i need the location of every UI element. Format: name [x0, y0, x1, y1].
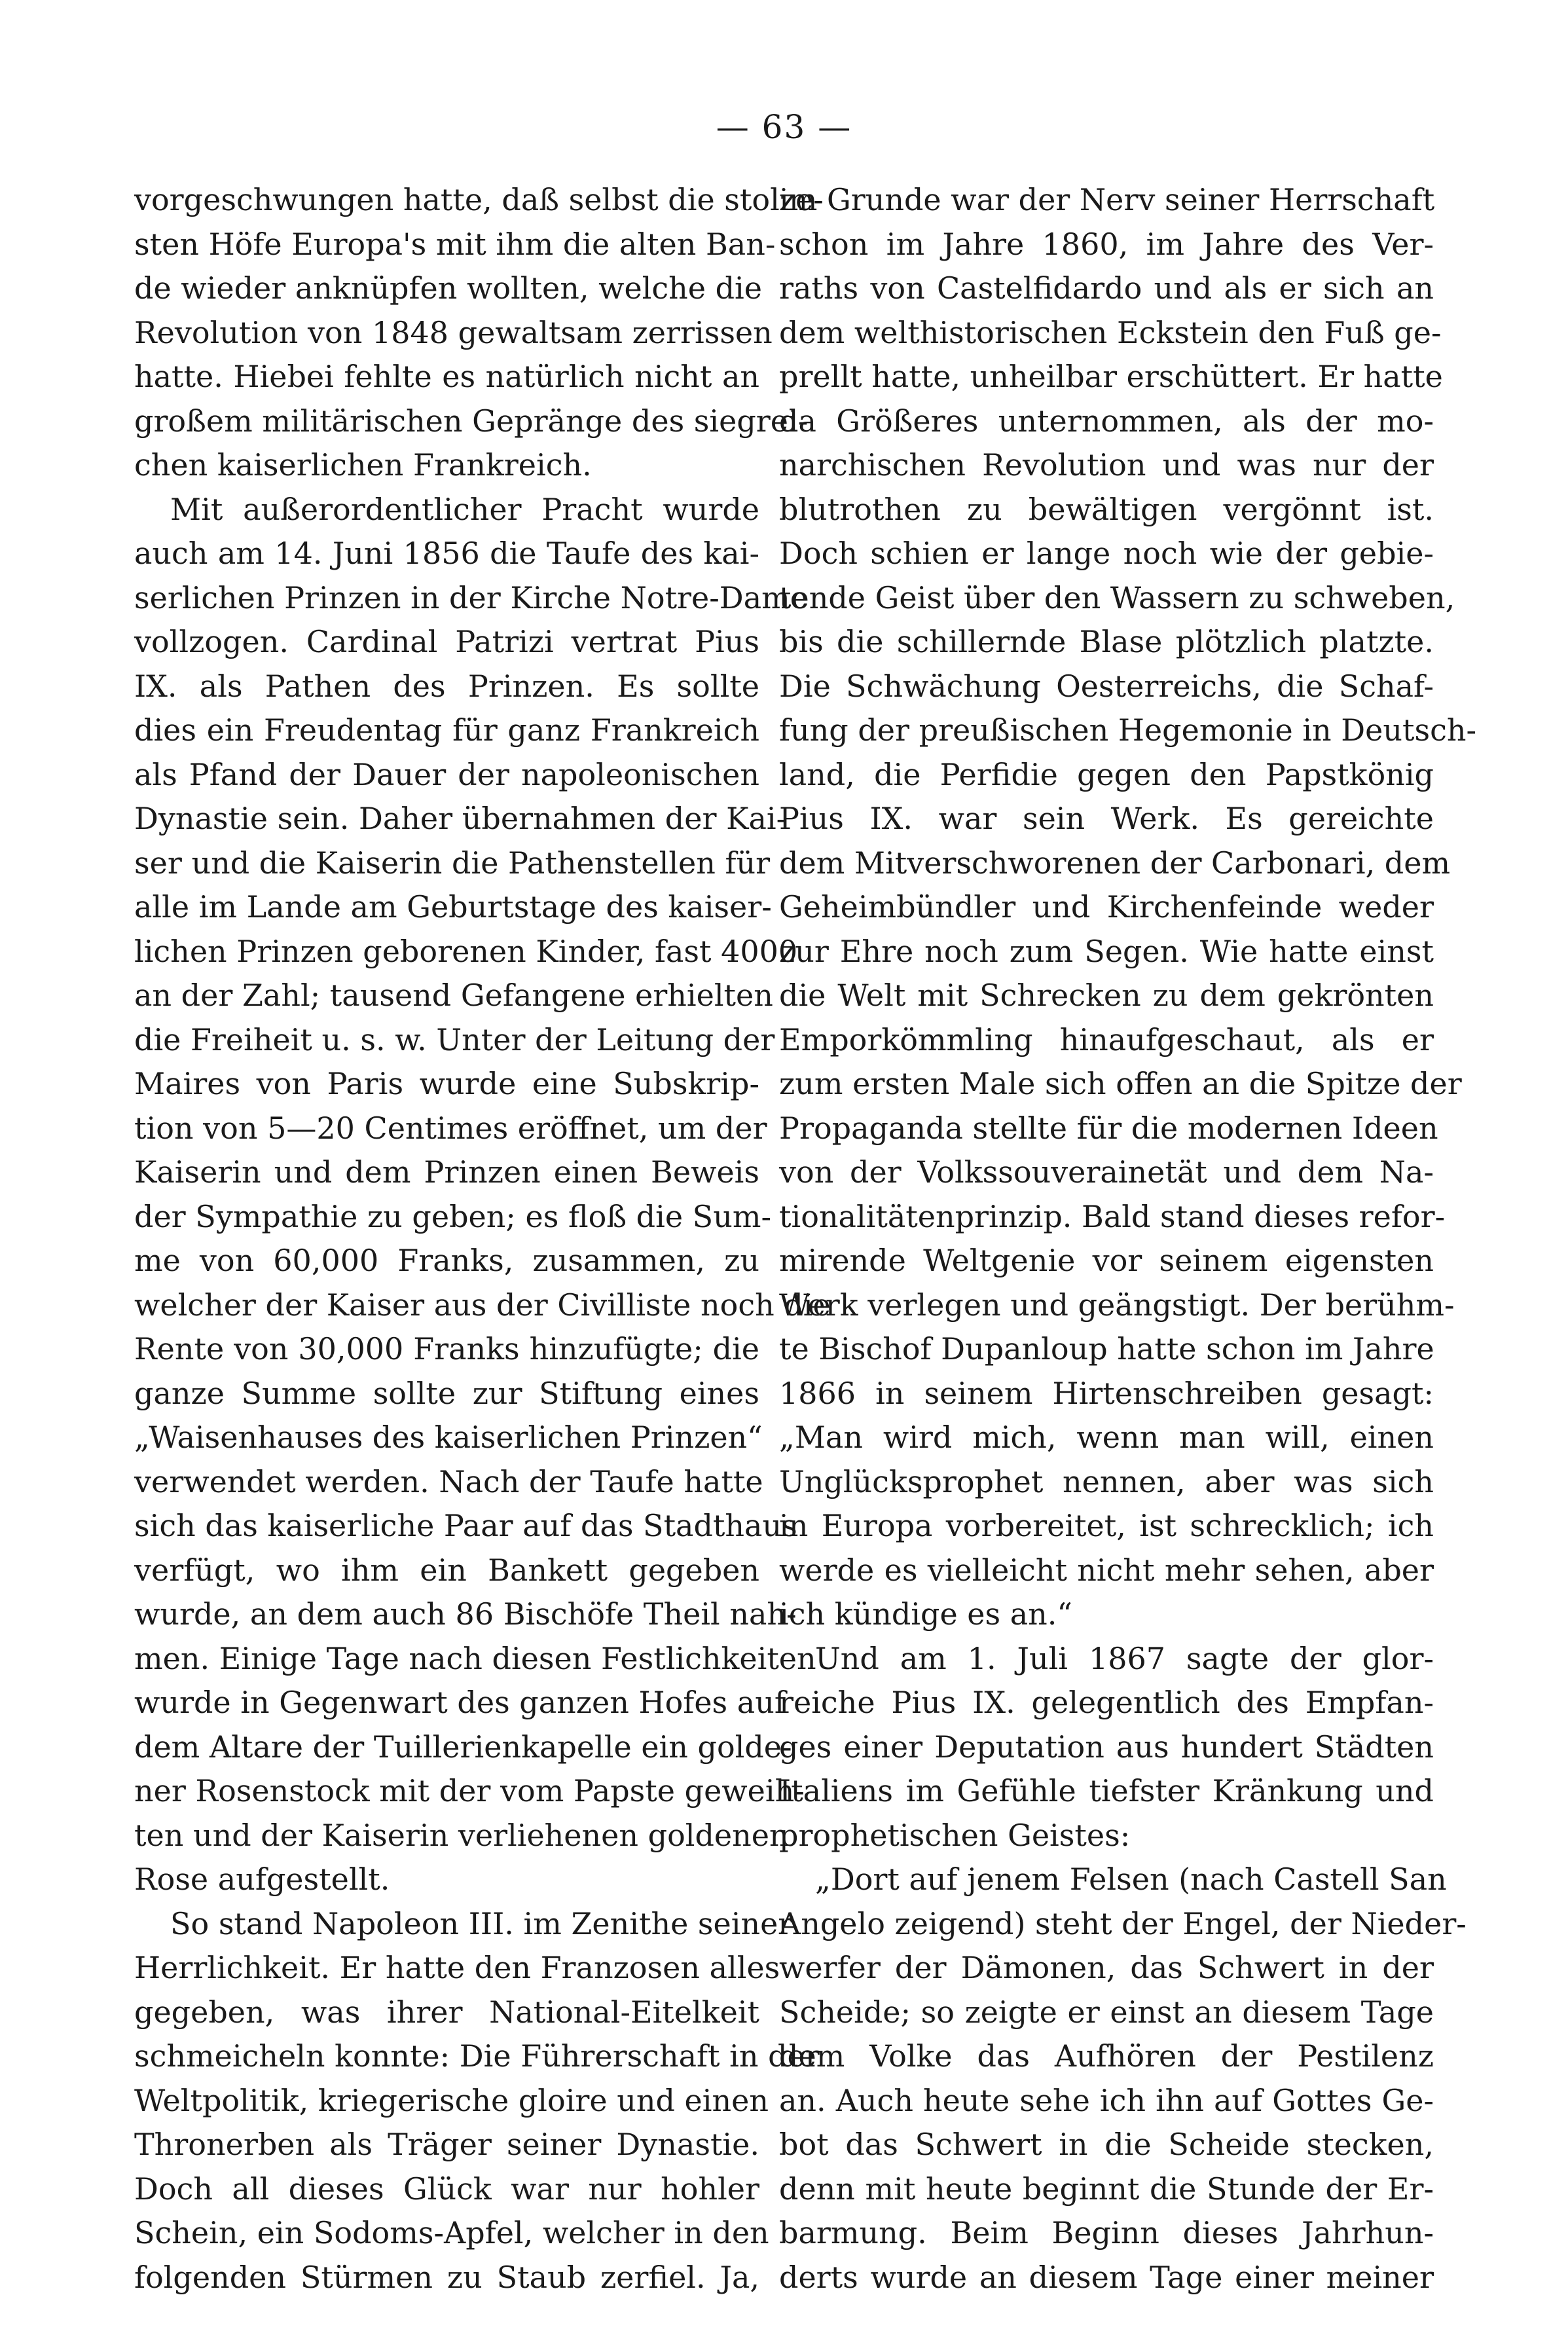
text-line: schon im Jahre 1860, im Jahre des Ver-: [779, 226, 1434, 262]
text-line: werde es vielleicht nicht mehr sehen, aber: [779, 1552, 1434, 1588]
text-line: von der Volkssouverainetät und dem Na-: [779, 1154, 1434, 1190]
text-line: So stand Napoleon III. im Zenithe seiner: [170, 1905, 793, 1941]
text-line: mirende Weltgenie vor seinem eigensten: [779, 1243, 1434, 1278]
text-line: lichen Prinzen geborenen Kinder, fast 4000: [134, 933, 798, 969]
text-line: chen kaiserlichen Frankreich.: [134, 447, 592, 483]
text-line: Dynastie sein. Daher übernahmen der Kai-: [134, 801, 787, 836]
text-line: ich kündige es an.“: [779, 1596, 1072, 1632]
text-line: folgenden Stürmen zu Staub zerfiel. Ja,: [134, 2259, 759, 2295]
text-line: te Bischof Dupanloup hatte schon im Jahre: [779, 1331, 1434, 1367]
text-line: dem welthistorischen Eckstein den Fuß ge-: [779, 314, 1442, 350]
text-line: der Sympathie zu geben; es floß die Sum-: [134, 1198, 771, 1234]
text-line: sich das kaiserliche Paar auf das Stadthaus: [134, 1508, 797, 1543]
text-line: Schein, ein Sodoms-Apfel, welcher in den: [134, 2215, 769, 2250]
text-line: tende Geist über den Wassern zu schweben,: [779, 579, 1455, 615]
text-line: dem Altare der Tuillerienkapelle ein golde-: [134, 1729, 792, 1765]
text-line: großem militärischen Gepränge des siegrei-: [134, 403, 809, 439]
text-line: Angelo zeigend) steht der Engel, der Nieder-: [779, 1905, 1467, 1941]
text-line: Die Schwächung Oesterreichs, die Schaf-: [779, 668, 1434, 704]
text-line: prellt hatte, unheilbar erschüttert. Er hatte: [779, 359, 1443, 394]
text-line: Thronerben als Träger seiner Dynastie.: [134, 2127, 759, 2162]
text-line: als Pfand der Dauer der napoleonischen: [134, 756, 759, 792]
text-line: Kaiserin und dem Prinzen einen Beweis: [134, 1154, 759, 1190]
text-line: da Größeres unternommen, als der mo-: [779, 403, 1434, 439]
text-line: ten und der Kaiserin verliehenen goldenen: [134, 1817, 789, 1853]
page-number: — 63 —: [716, 108, 852, 146]
text-line: ser und die Kaiserin die Pathenstellen für: [134, 845, 771, 881]
paragraph: [134, 488, 831, 1902]
text-line: Italiens im Gefühle tiefster Kränkung und: [779, 1773, 1434, 1808]
paragraph: [134, 178, 824, 488]
text-line: Doch schien er lange noch wie der gebie-: [779, 536, 1434, 571]
text-line: Herrlichkeit. Er hatte den Franzosen alles: [134, 1950, 780, 1985]
text-line: alle im Lande am Geburtstage des kaiser-: [134, 889, 772, 925]
text-line: welcher der Kaiser aus der Civilliste noch die: [134, 1287, 831, 1323]
text-line: derts wurde an diesem Tage einer meiner: [779, 2259, 1434, 2295]
text-line: serlichen Prinzen in der Kirche Notre-Dame: [134, 579, 808, 615]
text-line: die Welt mit Schrecken zu dem gekrönten: [779, 978, 1434, 1013]
text-line: an der Zahl; tausend Gefangene erhielten: [134, 978, 773, 1013]
text-line: land, die Perfidie gegen den Papstkönig: [779, 756, 1434, 792]
text-line: dem Volke das Aufhören der Pestilenz: [779, 2038, 1434, 2074]
text-line: barmung. Beim Beginn dieses Jahrhun-: [779, 2215, 1434, 2250]
text-line: dem Mitverschworenen der Carbonari, dem: [779, 845, 1451, 881]
text-line: auch am 14. Juni 1856 die Taufe des kai-: [134, 536, 759, 571]
text-line: „Dort auf jenem Felsen (nach Castell San: [815, 1862, 1447, 1897]
text-line: wurde in Gegenwart des ganzen Hofes auf: [134, 1685, 786, 1720]
text-line: Revolution von 1848 gewaltsam zerrissen: [134, 314, 773, 350]
text-line: vollzogen. Cardinal Patrizi vertrat Pius: [134, 624, 759, 659]
text-line: wurde, an dem auch 86 Bischöfe Theil nah-: [134, 1596, 797, 1632]
text-line: Scheide; so zeigte er einst an diesem Tage: [779, 1994, 1434, 2030]
text-line: ganze Summe sollte zur Stiftung eines: [134, 1375, 759, 1411]
left-column: [134, 178, 831, 2300]
text-line: 1866 in seinem Hirtenschreiben gesagt:: [779, 1375, 1434, 1411]
text-line: an. Auch heute sehe ich ihn auf Gottes Ge-: [779, 2082, 1434, 2118]
text-line: bis die schillernde Blase plötzlich platzte.: [779, 624, 1434, 659]
paragraph: [779, 178, 1477, 1637]
text-line: zum ersten Male sich offen an die Spitze der: [779, 1066, 1462, 1101]
text-line: Maires von Paris wurde eine Subskrip-: [134, 1066, 759, 1101]
text-line: hatte. Hiebei fehlte es natürlich nicht an: [134, 359, 759, 394]
text-line: Doch all dieses Glück war nur hohler: [134, 2171, 759, 2207]
text-line: Rente von 30,000 Franks hinzufügte; die: [134, 1331, 759, 1367]
text-line: Und am 1. Juli 1867 sagte der glor-: [815, 1640, 1434, 1676]
text-line: Emporkömmling hinaufgeschaut, als er: [779, 1021, 1434, 1057]
text-line: prophetischen Geistes:: [779, 1817, 1131, 1853]
text-line: Rose aufgestellt.: [134, 1862, 390, 1897]
text-line: gegeben, was ihrer National-Eitelkeit: [134, 1994, 759, 2030]
text-line: im Grunde war der Nerv seiner Herrschaft: [779, 182, 1435, 217]
text-line: tion von 5—20 Centimes eröffnet, um der: [134, 1110, 767, 1146]
text-line: zur Ehre noch zum Segen. Wie hatte einst: [779, 933, 1434, 969]
text-line: Propaganda stellte für die modernen Ideen: [779, 1110, 1438, 1146]
text-line: fung der preußischen Hegemonie in Deutsch-: [779, 712, 1477, 748]
text-line: tionalitätenprinzip. Bald stand dieses refor-: [779, 1198, 1446, 1234]
text-line: me von 60,000 Franks, zusammen, zu: [134, 1243, 759, 1278]
text-line: dies ein Freudentag für ganz Frankreich: [134, 712, 759, 748]
text-line: denn mit heute beginnt die Stunde der Er-: [779, 2171, 1434, 2207]
text-line: Weltpolitik, kriegerische gloire und einen: [134, 2082, 769, 2118]
text-line: in Europa vorbereitet, ist schrecklich; ich: [779, 1508, 1434, 1543]
paragraph: [134, 1902, 820, 2300]
text-line: de wieder anknüpfen wollten, welche die: [134, 270, 762, 306]
text-line: sten Höfe Europa's mit ihm die alten Ban-: [134, 226, 776, 262]
text-line: blutrothen zu bewältigen vergönnt ist.: [779, 491, 1434, 527]
text-line: Pius IX. war sein Werk. Es gereichte: [779, 801, 1434, 836]
text-line: verfügt, wo ihm ein Bankett gegeben: [134, 1552, 759, 1588]
paragraph: [779, 1637, 1434, 1858]
text-line: Unglücksprophet nennen, aber was sich: [779, 1463, 1434, 1499]
text-line: Mit außerordentlicher Pracht wurde: [170, 491, 759, 527]
text-line: werfer der Dämonen, das Schwert in der: [779, 1950, 1434, 1985]
text-line: „Waisenhauses des kaiserlichen Prinzen“: [134, 1420, 763, 1455]
text-line: „Man wird mich, wenn man will, einen: [779, 1420, 1434, 1455]
text-line: reiche Pius IX. gelegentlich des Empfan-: [779, 1685, 1434, 1720]
text-line: die Freiheit u. s. w. Unter der Leitung der: [134, 1021, 775, 1057]
text-line: men. Einige Tage nach diesen Festlichkeiten: [134, 1640, 816, 1676]
text-line: ner Rosenstock mit der vom Papste geweih-: [134, 1773, 805, 1808]
text-line: verwendet werden. Nach der Taufe hatte: [134, 1463, 763, 1499]
text-line: ges einer Deputation aus hundert Städten: [779, 1729, 1434, 1765]
text-line: raths von Castelfidardo und als er sich an: [779, 270, 1434, 306]
text-line: narchischen Revolution und was nur der: [779, 447, 1434, 483]
text-line: Geheimbündler und Kirchenfeinde weder: [779, 889, 1434, 925]
text-line: IX. als Pathen des Prinzen. Es sollte: [134, 668, 759, 704]
right-column: [779, 178, 1477, 2300]
text-line: vorgeschwungen hatte, daß selbst die stolze-: [134, 182, 824, 217]
text-line: schmeicheln konnte: Die Führerschaft in der: [134, 2038, 820, 2074]
text-line: bot das Schwert in die Scheide stecken,: [779, 2127, 1434, 2162]
text-line: Werk verlegen und geängstigt. Der berühm-: [779, 1287, 1455, 1323]
paragraph: [779, 1858, 1467, 2300]
